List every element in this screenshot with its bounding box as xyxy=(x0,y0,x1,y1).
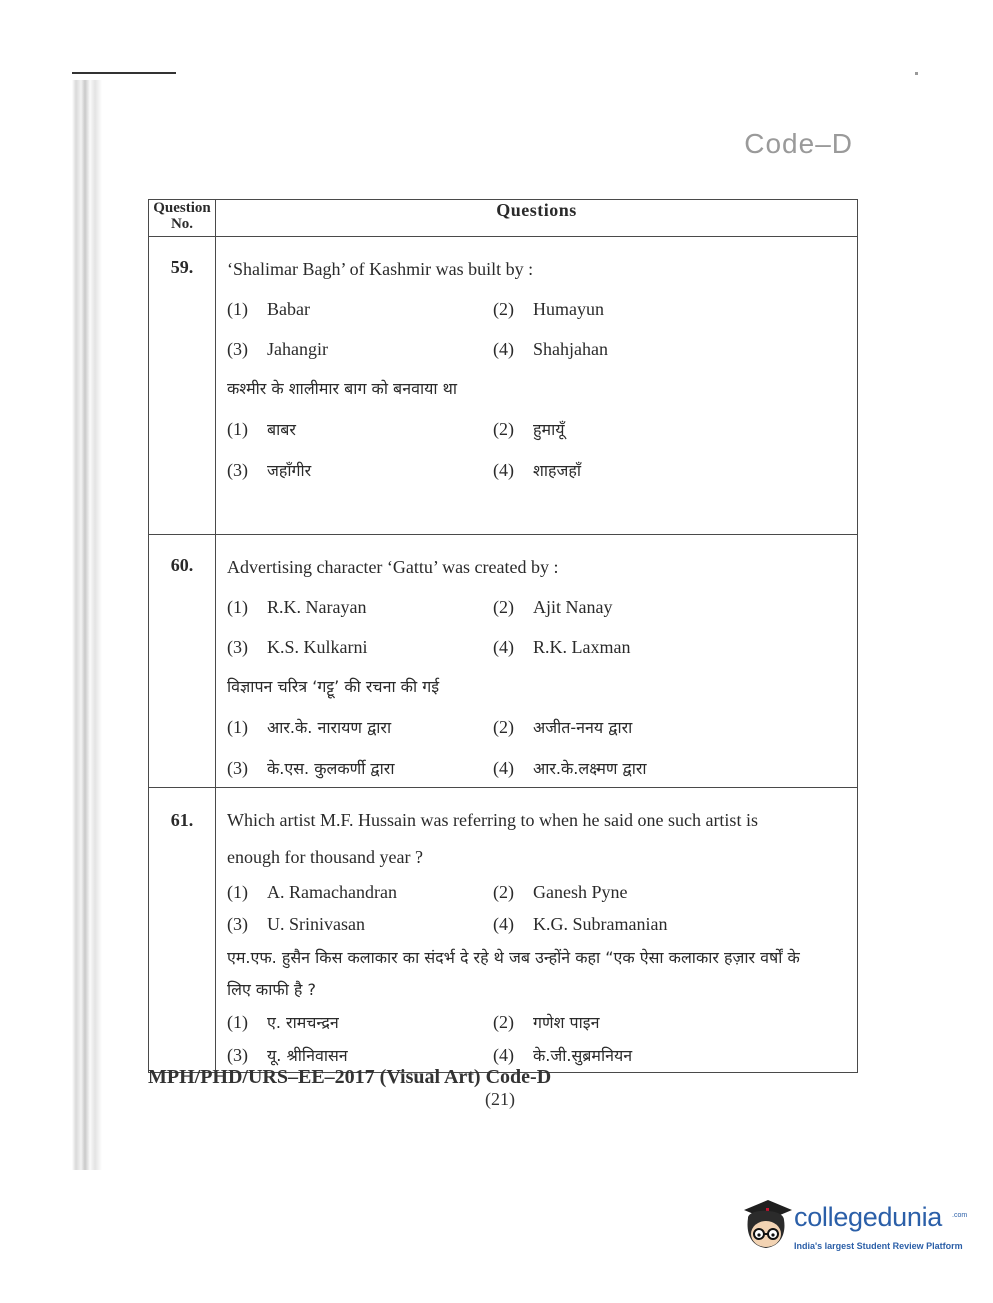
option-text: Jahangir xyxy=(267,339,328,359)
option-text: K.S. Kulkarni xyxy=(267,637,368,657)
option-number: (4) xyxy=(493,339,514,359)
option-text: R.K. Laxman xyxy=(533,637,631,657)
option xyxy=(493,1006,857,1039)
option xyxy=(227,1006,493,1039)
question-text-en-line1: Which artist M.F. Hussain was referring to when he said one such artist is xyxy=(227,810,758,830)
option xyxy=(227,587,493,627)
option-number: (4) xyxy=(493,758,514,778)
option-number: (2) xyxy=(493,299,514,319)
page-number: (21) xyxy=(485,1089,515,1109)
option xyxy=(227,450,493,491)
option-text: शाहजहाँ xyxy=(533,461,582,480)
exam-code-footer: MPH/PHD/URS–EE–2017 (Visual Art) Code-D xyxy=(148,1066,552,1088)
option-text: Shahjahan xyxy=(533,339,608,359)
header-question-label: Question xyxy=(153,200,211,216)
question-number: 60. xyxy=(170,555,194,575)
option-text: यू. श्रीनिवासन xyxy=(267,1046,348,1065)
paper-code: Code–D xyxy=(744,128,853,159)
option-text: गणेश पाइन xyxy=(533,1013,600,1032)
question-text-hi-line1: एम.एफ. हुसैन किस कलाकार का संदर्भ दे रहे थे जब उन्होंने कहा “एक ऐसा कलाकार हज़ार वर्षों के xyxy=(227,948,800,967)
option xyxy=(227,289,493,329)
question-text-hi-line2: लिए काफी है ? xyxy=(227,980,316,999)
logo-tagline: India's largest Student Review Platform xyxy=(794,1241,963,1251)
options-hi xyxy=(216,707,857,789)
option xyxy=(493,707,857,748)
option-text: U. Srinivasan xyxy=(267,914,365,934)
option xyxy=(493,587,857,627)
question-text-hi: कश्मीर के शालीमार बाग को बनवाया था xyxy=(227,379,457,398)
option-text: A. Ramachandran xyxy=(267,882,397,902)
collegedunia-logo xyxy=(738,1198,968,1258)
option xyxy=(493,409,857,450)
option xyxy=(493,329,857,369)
option-number: (3) xyxy=(227,339,248,359)
table-row xyxy=(149,535,858,788)
option-number: (2) xyxy=(493,1012,514,1032)
options-hi xyxy=(216,409,857,491)
option-number: (3) xyxy=(227,758,248,778)
question-59 xyxy=(216,237,857,534)
option xyxy=(493,627,857,667)
question-60 xyxy=(216,535,857,787)
option-number: (1) xyxy=(227,299,248,319)
question-number: 61. xyxy=(170,810,194,830)
logo-domain-suffix: .com xyxy=(952,1212,968,1219)
option-number: (3) xyxy=(227,1045,248,1065)
question-text-en: ‘Shalimar Bagh’ of Kashmir was built by : xyxy=(227,259,534,279)
option xyxy=(227,908,493,940)
questions-table xyxy=(148,199,858,1073)
question-number-header xyxy=(149,200,216,237)
options-hi xyxy=(216,1006,857,1072)
option xyxy=(227,409,493,450)
option-text: ए. रामचन्द्रन xyxy=(267,1013,339,1032)
logo-wordmark: collegedunia xyxy=(794,1202,943,1232)
question-number: 59. xyxy=(170,257,194,277)
option-text: के.जी.सुब्रमनियन xyxy=(533,1046,633,1065)
options-en xyxy=(216,587,857,667)
option xyxy=(227,876,493,908)
top-rule xyxy=(72,72,176,74)
option-text: K.G. Subramanian xyxy=(533,914,668,934)
option-number: (1) xyxy=(227,882,248,902)
options-en xyxy=(216,876,857,940)
option xyxy=(227,707,493,748)
table-header-row xyxy=(149,200,858,237)
option xyxy=(493,908,857,940)
option-text: Ganesh Pyne xyxy=(533,882,628,902)
page-binding-shadow xyxy=(72,80,102,1170)
option-number: (2) xyxy=(493,419,514,439)
option-number: (1) xyxy=(227,717,248,737)
option xyxy=(227,329,493,369)
option-text: आर.के.लक्ष्मण द्वारा xyxy=(533,759,647,778)
option xyxy=(493,876,857,908)
option-text: अजीत-ननय द्वारा xyxy=(533,718,633,737)
question-text-en-line2: enough for thousand year ? xyxy=(227,847,423,867)
option xyxy=(227,627,493,667)
header-no-label: No. xyxy=(170,216,194,232)
question-text-hi: विज्ञापन चरित्र ‘गट्टू’ की रचना की गई xyxy=(227,677,440,696)
option xyxy=(493,748,857,789)
option xyxy=(493,450,857,491)
option-text: बाबर xyxy=(267,420,296,439)
option-text: Ajit Nanay xyxy=(533,597,613,617)
option xyxy=(227,748,493,789)
option-text: Babar xyxy=(267,299,310,319)
option-number: (4) xyxy=(493,460,514,480)
options-en xyxy=(216,289,857,369)
option-number: (2) xyxy=(493,597,514,617)
option-text: R.K. Narayan xyxy=(267,597,367,617)
option-text: के.एस. कुलकर्णी द्वारा xyxy=(267,759,395,778)
questions-header: Questions xyxy=(216,200,858,237)
option-number: (3) xyxy=(227,914,248,934)
option-text: Humayun xyxy=(533,299,604,319)
table-row xyxy=(149,788,858,1073)
option-text: आर.के. नारायण द्वारा xyxy=(267,718,392,737)
option-number: (1) xyxy=(227,419,248,439)
option-number: (4) xyxy=(493,914,514,934)
option-number: (1) xyxy=(227,597,248,617)
table-row xyxy=(149,237,858,535)
option-number: (3) xyxy=(227,637,248,657)
option-number: (1) xyxy=(227,1012,248,1032)
option-text: जहाँगीर xyxy=(267,461,312,480)
option xyxy=(493,289,857,329)
option-number: (3) xyxy=(227,460,248,480)
student-mascot-icon xyxy=(738,1198,794,1258)
option-number: (4) xyxy=(493,637,514,657)
question-text-en: Advertising character ‘Gattu’ was created by : xyxy=(227,557,559,577)
option-text: हुमायूँ xyxy=(533,420,565,439)
option-number: (2) xyxy=(493,717,514,737)
scan-speck xyxy=(915,72,918,75)
question-61 xyxy=(216,788,857,1072)
option-number: (4) xyxy=(493,1045,514,1065)
option-number: (2) xyxy=(493,882,514,902)
